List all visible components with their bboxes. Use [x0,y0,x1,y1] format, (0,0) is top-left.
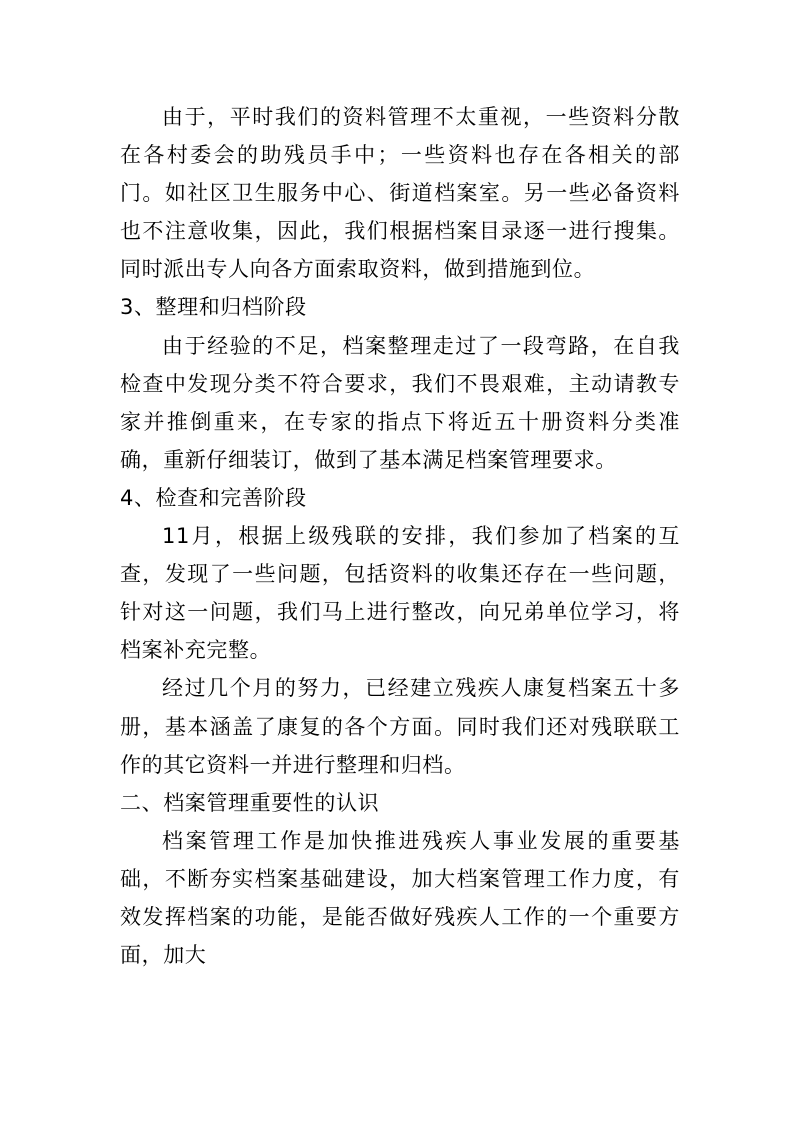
paragraph-importance: 档案管理工作是加快推进残疾人事业发展的重要基础，不断夯实档案基础建设，加大档案管理工作力度，有效发挥档案的功能，是能否做好残疾人工作的一个重要方面，加大 [120,828,680,968]
paragraph-results: 经过几个月的努力，已经建立残疾人康复档案五十多册，基本涵盖了康复的各个方面。同时我们还对残联联工作的其它资料一并进行整理和归档。 [120,676,680,777]
paragraph-data-collection: 由于，平时我们的资料管理不太重视，一些资料分散在各村委会的助残员手中；一些资料也存在各相关的部门。如社区卫生服务中心、街道档案室。另一些必备资料也不注意收集，因此，我们根据档案目录逐一进行搜集。同时派出专人向各方面索取资料，做到措施到位。 [120,105,680,282]
document-body [120,98,680,974]
heading-check-improve-stage: 4、检查和完善阶段 [120,485,307,510]
paragraph-organize-archive: 由于经验的不足，档案整理走过了一段弯路，在自我检查中发现分类不符合要求，我们不畏艰难，主动请教专家并推倒重来，在专家的指点下将近五十册资料分类准确，重新仔细装订，做到了基本满足档案管理要求。 [120,333,680,472]
heading-importance-understanding: 二、档案管理重要性的认识 [120,790,380,815]
paragraph-mutual-inspection: 11月，根据上级残联的安排，我们参加了档案的互查，发现了一些问题，包括资料的收集还存在一些问题，针对这一问题，我们马上进行整改，向兄弟单位学习，将档案补充完整。 [120,524,680,663]
heading-organize-archive-stage: 3、整理和归档阶段 [120,295,307,320]
